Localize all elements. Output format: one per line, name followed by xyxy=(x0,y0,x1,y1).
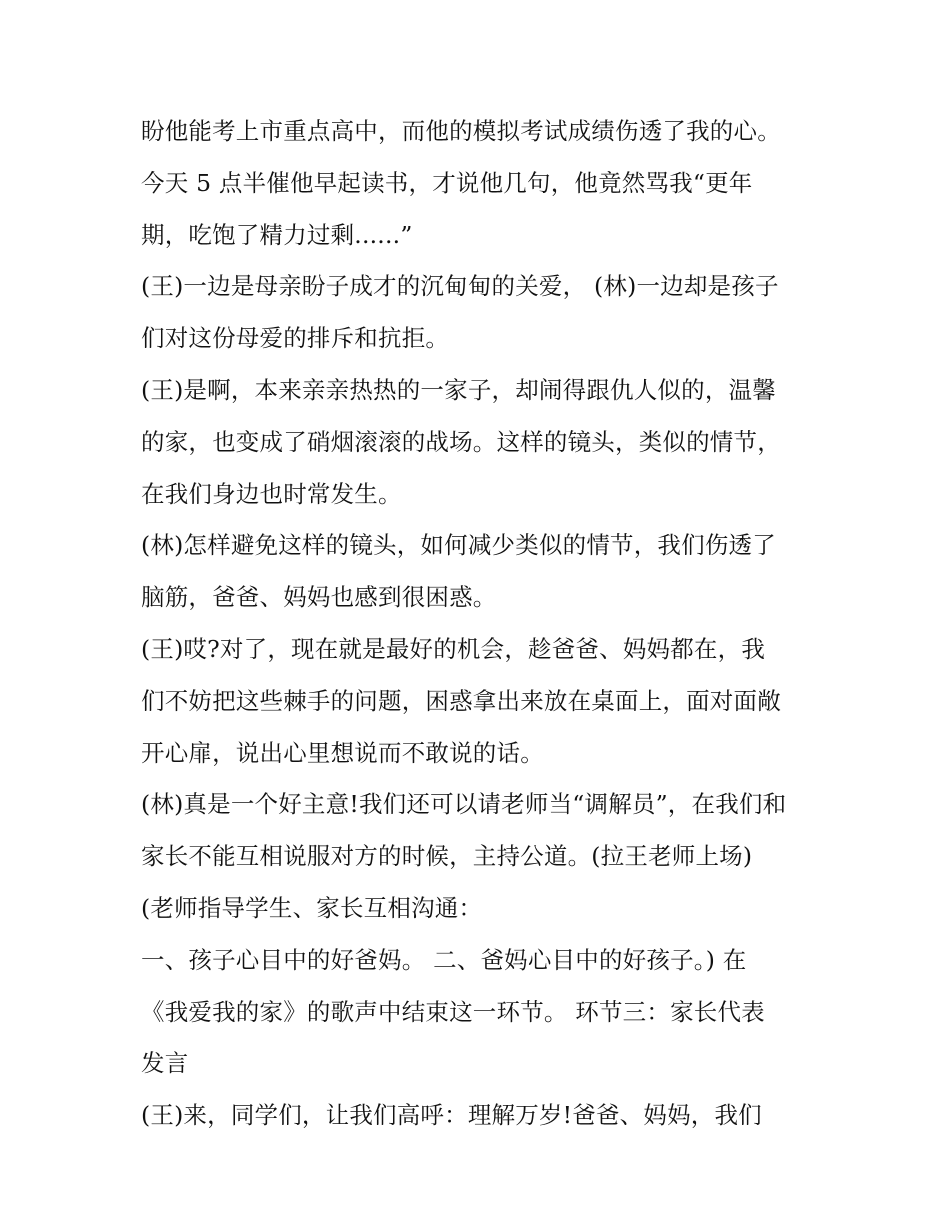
text-line: 家长不能互相说服对方的时候，主持公道。(拉王老师上场) xyxy=(141,842,753,871)
document-body xyxy=(141,106,841,1142)
text-line: (王)哎?对了，现在就是最好的机会，趁爸爸、妈妈都在，我 xyxy=(141,634,766,663)
text-line: 脑筋，爸爸、妈妈也感到很困惑。 xyxy=(141,583,497,612)
text-line: (王)一边是母亲盼子成才的沉甸甸的关爱， (林)一边却是孩子 xyxy=(141,272,779,301)
text-line: (林)真是一个好主意!我们还可以请老师当“调解员”，在我们和 xyxy=(141,790,787,819)
text-line: (王)是啊，本来亲亲热热的一家子，却闹得跟仇人似的，温馨 xyxy=(141,375,776,404)
text-line: 开心扉，说出心里想说而不敢说的话。 xyxy=(141,738,544,767)
text-line: 今天 5 点半催他早起读书，才说他几句，他竟然骂我“更年 xyxy=(141,168,753,197)
text-line: 《我爱我的家》的歌声中结束这一环节。 环节三：家长代表 xyxy=(141,997,765,1026)
text-line: 在我们身边也时常发生。 xyxy=(141,479,402,508)
text-line: 们对这份母爱的排斥和抗拒。 xyxy=(141,324,450,353)
text-line: 们不妨把这些棘手的问题，困惑拿出来放在桌面上，面对面敞 xyxy=(141,686,781,715)
text-line: (老师指导学生、家长互相沟通： xyxy=(141,893,483,922)
text-line: 一、孩子心目中的好爸妈。 二、爸妈心目中的好孩子。) 在 xyxy=(141,945,747,974)
text-line: 盼他能考上市重点高中，而他的模拟考试成绩伤透了我的心。 xyxy=(141,117,781,145)
text-line: 期，吃饱了精力过剩......” xyxy=(141,220,413,249)
text-line: (林)怎样避免这样的镜头，如何减少类似的情节，我们伤透了 xyxy=(141,531,776,560)
text-line: 的家，也变成了硝烟滚滚的战场。这样的镜头，类似的情节， xyxy=(141,427,781,456)
text-line: 发言 xyxy=(141,1049,189,1078)
text-line: (王)来，同学们，让我们高呼：理解万岁!爸爸、妈妈，我们 xyxy=(141,1101,762,1130)
